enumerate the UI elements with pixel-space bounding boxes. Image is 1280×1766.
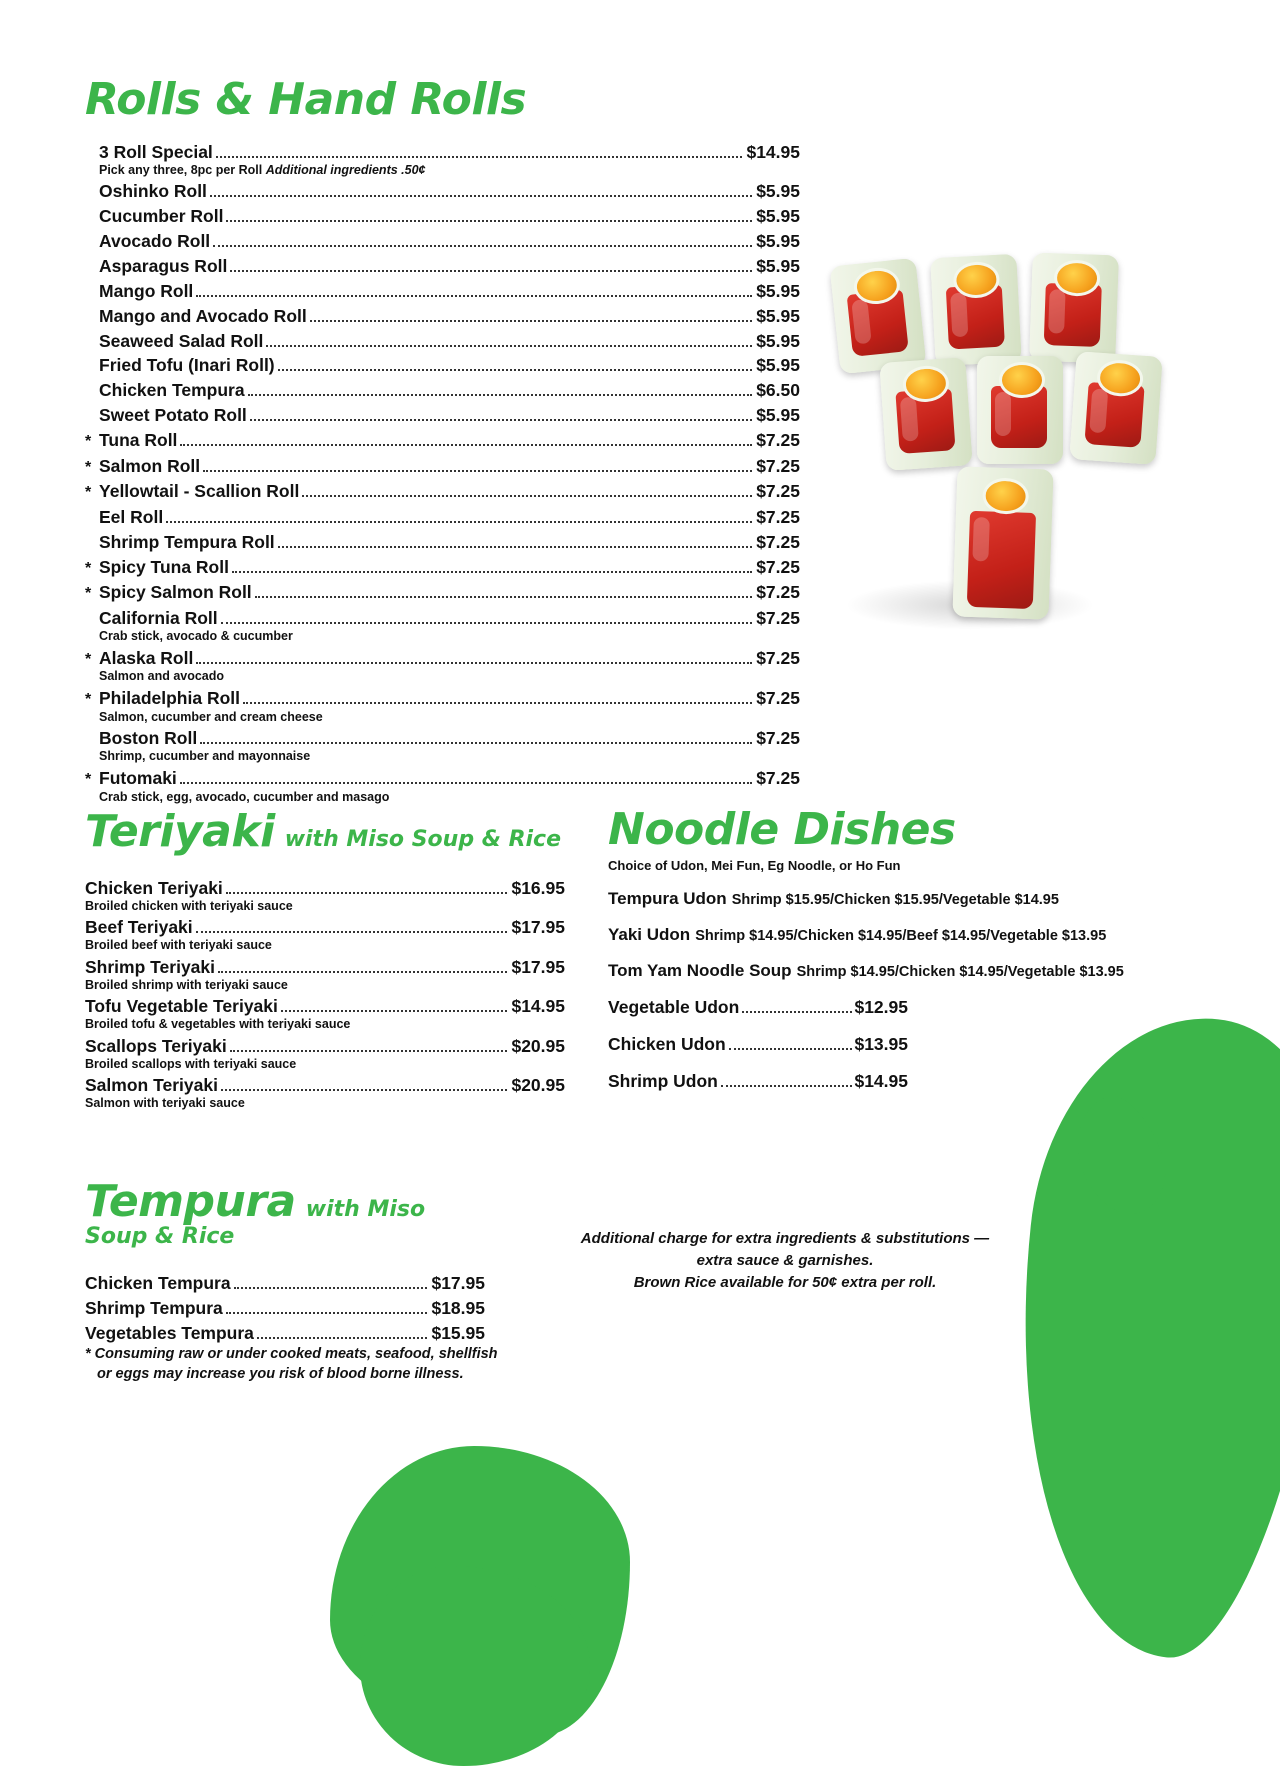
menu-item-price: $5.95 (756, 330, 800, 351)
menu-item-name: Yellowtail - Scallion Roll (99, 481, 300, 502)
menu-item-description: Shrimp, cucumber and mayonnaise (99, 749, 311, 764)
menu-item-name: Oshinko Roll (99, 181, 207, 202)
menu-item-price: $5.95 (756, 280, 800, 301)
menu-item (85, 606, 800, 631)
menu-item-price: $17.95 (511, 917, 565, 938)
noodle-variant (608, 961, 1148, 981)
menu-item (85, 229, 800, 254)
noodle-variant-name: Tom Yam Noodle Soup (608, 961, 792, 980)
dot-leader (213, 244, 752, 247)
dot-leader (226, 219, 752, 222)
disclaimer-line-1: * Consuming raw or under cooked meats, seafood, shellfish (85, 1346, 498, 1362)
menu-item-name: Cucumber Roll (99, 206, 224, 227)
sushi-piece (930, 254, 1022, 366)
menu-item-name: Chicken Tempura (99, 380, 245, 401)
menu-item-price: $7.25 (756, 608, 800, 629)
menu-item-price: $7.25 (756, 556, 800, 577)
raw-item-star: * (85, 770, 92, 788)
menu-item-price: $16.95 (511, 878, 565, 898)
teriyaki-section (85, 806, 565, 1113)
dot-leader (729, 1047, 853, 1050)
sushi-piece (879, 357, 972, 471)
menu-item (608, 1034, 908, 1055)
raw-item-star: * (85, 432, 92, 450)
dot-leader (218, 970, 507, 973)
noodle-variant-prices: Shrimp $15.95/Chicken $15.95/Vegetable $14.95 (731, 892, 1059, 908)
dot-leader (200, 741, 752, 744)
menu-item (85, 1271, 485, 1296)
noodle-simple-list (608, 997, 1148, 1092)
menu-item (85, 353, 800, 378)
teriyaki-subheading: with Miso Soup & Rice (284, 827, 562, 852)
menu-item-description: Salmon, cucumber and cream cheese (99, 709, 323, 724)
extra-charge-line-2: extra sauce & garnishes. (696, 1251, 874, 1269)
menu-item-price: $18.95 (431, 1297, 485, 1318)
menu-item-name: 3 Roll Special (99, 142, 213, 162)
menu-item (85, 1321, 485, 1346)
menu-item (85, 140, 800, 165)
menu-item-name: Shrimp Tempura Roll (99, 531, 275, 552)
sushi-piece (830, 258, 927, 374)
menu-item-price: $7.25 (756, 582, 800, 603)
menu-item (85, 454, 800, 480)
menu-item-price: $7.25 (756, 531, 800, 552)
dot-leader (721, 1084, 853, 1087)
menu-item-price: $7.25 (756, 688, 800, 708)
menu-item-price: $7.25 (756, 507, 800, 528)
menu-item-name: Sweet Potato Roll (99, 405, 247, 426)
menu-item (85, 994, 565, 1019)
dot-leader (232, 570, 752, 573)
menu-item-name: Alaska Roll (99, 647, 194, 668)
menu-item-price: $5.95 (756, 256, 800, 276)
menu-item (85, 766, 800, 792)
raw-item-star: * (85, 691, 92, 708)
menu-item (85, 530, 800, 555)
noodle-variant-prices: Shrimp $14.95/Chicken $14.95/Vegetable $13.95 (796, 964, 1124, 980)
menu-item-price: $14.95 (746, 142, 800, 162)
raw-item-star: * (85, 458, 92, 476)
menu-item-name: Avocado Roll (99, 231, 211, 252)
menu-item-name: Fried Tofu (Inari Roll) (99, 355, 275, 376)
menu-item-price: $20.95 (511, 1035, 565, 1056)
menu-item (85, 1034, 565, 1059)
menu-item-name: Beef Teriyaki (85, 917, 193, 938)
dot-leader (196, 930, 508, 933)
noodle-variant-name: Tempura Udon (608, 889, 727, 908)
noodle-variant-name: Yaki Udon (608, 925, 691, 944)
menu-item-price: $7.25 (756, 647, 800, 668)
menu-item (85, 1073, 565, 1098)
menu-item-description: Broiled shrimp with teriyaki sauce (85, 977, 288, 992)
menu-item-name: Asparagus Roll (99, 256, 228, 276)
sushi-piece (1069, 351, 1162, 465)
dot-leader (257, 1336, 428, 1339)
menu-item-description: Crab stick, avocado & cucumber (99, 629, 293, 644)
disclaimer-line-2: or eggs may increase you risk of blood borne illness. (97, 1365, 464, 1382)
dot-leader (226, 1311, 428, 1314)
menu-item (85, 254, 800, 279)
menu-item-price: $6.50 (756, 380, 800, 401)
menu-item (85, 686, 800, 712)
menu-item (85, 955, 565, 980)
extra-charge-line-3: Brown Rice available for 50¢ extra per roll. (633, 1273, 937, 1291)
menu-item-price: $7.25 (756, 455, 800, 476)
menu-item (85, 378, 800, 403)
menu-item-name: California Roll (99, 608, 218, 629)
teriyaki-heading-wrap (85, 806, 565, 857)
menu-item-name: Vegetables Tempura (85, 1322, 254, 1343)
menu-item (85, 304, 800, 329)
rolls-heading: Rolls & Hand Rolls (85, 74, 527, 125)
menu-item-description: Salmon with teriyaki sauce (85, 1096, 245, 1111)
menu-item-price: $5.95 (756, 305, 800, 326)
menu-item-name: Spicy Salmon Roll (99, 582, 252, 603)
menu-item (85, 726, 800, 751)
menu-item-description: Broiled chicken with teriyaki sauce (85, 898, 293, 913)
noodle-choice-note: Choice of Udon, Mei Fun, Eg Noodle, or Ho Fun (608, 858, 901, 873)
menu-item-description: Salmon and avocado (99, 669, 225, 684)
dot-leader (226, 891, 508, 894)
sushi-piece (952, 466, 1053, 619)
noodle-section (608, 804, 1148, 1092)
menu-item-price: $7.25 (756, 767, 800, 788)
menu-item-description: Pick any three, 8pc per Roll Additional ingredients .50¢ (99, 162, 426, 177)
menu-item (85, 403, 800, 428)
menu-item (85, 428, 800, 454)
menu-item-name: Shrimp Udon (608, 1071, 718, 1091)
menu-item-name: Chicken Udon (608, 1034, 726, 1054)
tempura-item-list (85, 1271, 485, 1346)
menu-item-name: Salmon Teriyaki (85, 1075, 218, 1096)
menu-item-description: Broiled scallops with teriyaki sauce (85, 1056, 297, 1071)
menu-item-description: Broiled tofu & vegetables with teriyaki sauce (85, 1017, 351, 1032)
dot-leader (243, 701, 752, 704)
menu-item-name: Tofu Vegetable Teriyaki (85, 996, 278, 1017)
menu-item (85, 915, 565, 940)
menu-item-name: Seaweed Salad Roll (99, 330, 264, 351)
menu-item (608, 997, 908, 1018)
dot-leader (196, 661, 752, 664)
dot-leader (742, 1010, 852, 1013)
menu-item-price: $17.95 (511, 956, 565, 977)
menu-item-price: $14.95 (511, 996, 565, 1017)
raw-item-star: * (85, 484, 92, 502)
menu-item-name: Scallops Teriyaki (85, 1035, 227, 1056)
menu-item (85, 329, 800, 354)
menu-item-price: $5.95 (756, 405, 800, 426)
menu-item (85, 479, 800, 505)
menu-item-description: Broiled beef with teriyaki sauce (85, 938, 272, 953)
menu-item-price: $13.95 (854, 1034, 908, 1054)
menu-item-price: $5.95 (756, 231, 800, 252)
menu-item-price: $5.95 (756, 355, 800, 376)
menu-item-price: $7.25 (756, 728, 800, 749)
noodle-variant-list (608, 889, 1148, 981)
dot-leader (266, 344, 752, 347)
menu-item-name: Boston Roll (99, 728, 198, 749)
rolls-section (85, 74, 800, 806)
menu-item (85, 179, 800, 204)
menu-item (85, 580, 800, 606)
menu-item-name: Eel Roll (99, 507, 164, 528)
dot-leader (210, 194, 752, 197)
dot-leader (196, 294, 752, 297)
dot-leader (230, 269, 752, 272)
sushi-piece (1029, 253, 1119, 364)
dot-leader (180, 443, 752, 446)
menu-item-price: $5.95 (756, 206, 800, 227)
menu-item-description-note: Additional ingredients .50¢ (265, 162, 426, 177)
dot-leader (248, 393, 753, 396)
menu-item-price: $17.95 (431, 1273, 485, 1293)
tempura-heading: Tempura (85, 1176, 296, 1227)
menu-item (85, 279, 800, 304)
dot-leader (166, 520, 752, 523)
menu-item-price: $7.25 (756, 481, 800, 502)
noodle-variant (608, 889, 1148, 909)
tempura-section (85, 1176, 485, 1346)
menu-item-name: Chicken Tempura (85, 1273, 231, 1293)
dot-leader (302, 494, 752, 497)
dot-leader (310, 319, 752, 322)
teriyaki-item-list (85, 876, 565, 1112)
menu-item-name: Salmon Roll (99, 455, 201, 476)
raw-food-disclaimer (85, 1345, 555, 1384)
dot-leader (250, 418, 752, 421)
tempura-subheading: with Miso Soup & Rice (85, 1197, 426, 1249)
menu-item-name: Mango Roll (99, 280, 194, 301)
dot-leader (278, 368, 753, 371)
noodle-variant-prices: Shrimp $14.95/Chicken $14.95/Beef $14.95/Vegetable $13.95 (695, 928, 1107, 944)
menu-item-name: Shrimp Teriyaki (85, 956, 216, 977)
menu-item-name: Spicy Tuna Roll (99, 556, 229, 577)
menu-item-name: Mango and Avocado Roll (99, 305, 307, 326)
menu-item (85, 646, 800, 672)
rolls-item-list (85, 140, 800, 805)
dot-leader (234, 1286, 428, 1289)
menu-item (85, 1296, 485, 1321)
menu-item-price: $14.95 (854, 1071, 908, 1091)
raw-item-star: * (85, 559, 92, 577)
noodle-heading: Noodle Dishes (608, 804, 956, 855)
menu-item-price: $15.95 (431, 1322, 485, 1343)
menu-item (85, 876, 565, 901)
dot-leader (203, 469, 752, 472)
extra-charge-note (560, 1228, 1010, 1293)
dot-leader (180, 781, 752, 784)
raw-item-star: * (85, 650, 92, 668)
dot-leader (221, 621, 753, 624)
dot-leader (216, 155, 743, 158)
menu-item (85, 204, 800, 229)
dot-leader (281, 1009, 508, 1012)
menu-item-name: Chicken Teriyaki (85, 878, 223, 898)
menu-item-price: $12.95 (854, 997, 908, 1017)
extra-charge-line-1: Additional charge for extra ingredients & substitutions — (580, 1230, 990, 1247)
dot-leader (230, 1049, 508, 1052)
menu-item-name: Tuna Roll (99, 429, 178, 450)
menu-item-name: Shrimp Tempura (85, 1297, 223, 1318)
sushi-piece (977, 356, 1063, 464)
dot-leader (255, 595, 753, 598)
menu-item-price: $20.95 (511, 1075, 565, 1096)
menu-item (608, 1071, 908, 1092)
teriyaki-heading: Teriyaki (85, 806, 275, 857)
menu-item-name: Vegetable Udon (608, 997, 740, 1017)
raw-item-star: * (85, 585, 92, 603)
dot-leader (278, 545, 753, 548)
menu-item-name: Philadelphia Roll (99, 688, 240, 708)
menu-item-name: Futomaki (99, 767, 177, 788)
menu-item-price: $7.25 (756, 429, 800, 450)
tempura-heading-wrap (85, 1176, 485, 1249)
sushi-roll-photo (825, 250, 1135, 660)
dot-leader (221, 1088, 508, 1091)
menu-item (85, 555, 800, 581)
menu-item (85, 505, 800, 530)
noodle-variant (608, 925, 1148, 945)
menu-item-price: $5.95 (756, 181, 800, 202)
menu-item-description: Crab stick, egg, avocado, cucumber and masago (99, 789, 390, 804)
